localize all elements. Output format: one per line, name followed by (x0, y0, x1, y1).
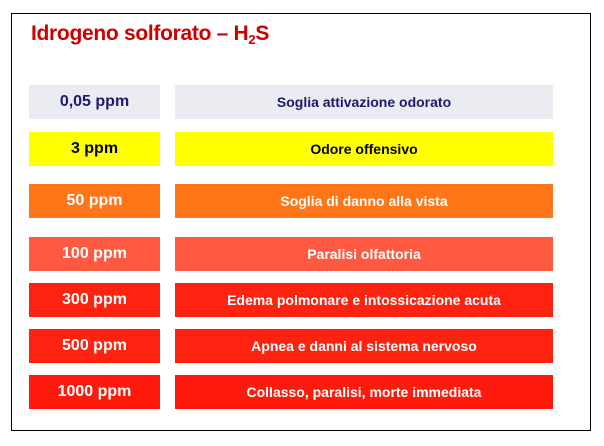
threshold-row (0, 375, 604, 409)
concentration-label: 0,05 ppm (29, 85, 160, 119)
effect-label: Soglia attivazione odorato (175, 85, 553, 119)
threshold-row (0, 184, 604, 218)
title-main: Idrogeno solforato – H (31, 22, 249, 45)
effect-label: Paralisi olfattoria (175, 237, 553, 271)
concentration-label: 50 ppm (29, 184, 160, 218)
concentration-label: 3 ppm (29, 132, 160, 166)
effect-label: Collasso, paralisi, morte immediata (175, 375, 553, 409)
title-tail: S (255, 22, 270, 45)
threshold-row (0, 85, 604, 119)
threshold-row (0, 329, 604, 363)
threshold-row (0, 132, 604, 166)
effect-label: Odore offensivo (175, 132, 553, 166)
threshold-row (0, 237, 604, 271)
effect-label: Apnea e danni al sistema nervoso (175, 329, 553, 363)
concentration-label: 500 ppm (29, 329, 160, 363)
threshold-row (0, 283, 604, 317)
title-subscript: 2 (248, 32, 256, 47)
concentration-label: 100 ppm (29, 237, 160, 271)
concentration-label: 1000 ppm (29, 375, 160, 409)
effect-label: Edema polmonare e intossicazione acuta (175, 283, 553, 317)
effect-label: Soglia di danno alla vista (175, 184, 553, 218)
concentration-label: 300 ppm (29, 283, 160, 317)
